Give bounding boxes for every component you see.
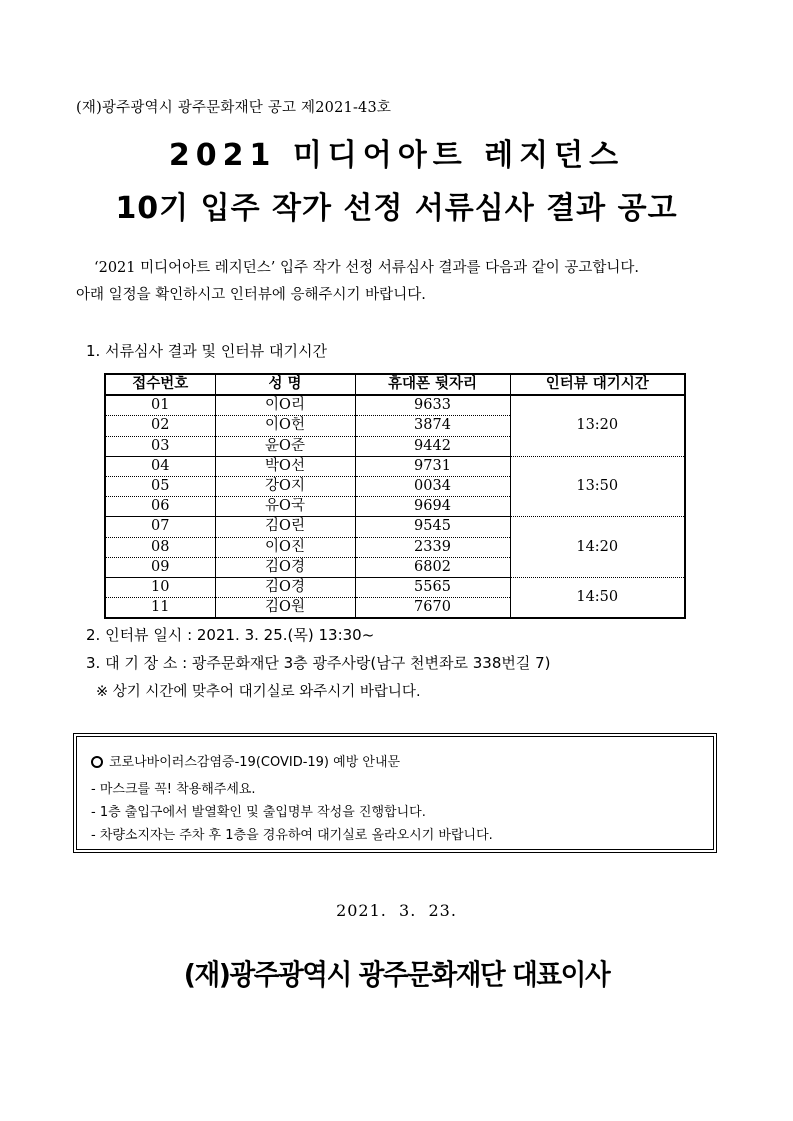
covid-notice-title-row <box>91 751 400 770</box>
header-name: 성 명 <box>215 374 355 395</box>
table-row <box>105 517 685 537</box>
cell-name: 유O국 <box>215 497 355 517</box>
cell-name: 박O선 <box>215 456 355 476</box>
cell-phone: 6802 <box>355 557 510 577</box>
cell-time: 14:20 <box>510 517 685 578</box>
cell-phone: 0034 <box>355 476 510 496</box>
cell-name: 김O원 <box>215 598 355 619</box>
cell-no: 02 <box>105 416 215 436</box>
table-row <box>105 456 685 476</box>
issuer-name: (재)광주광역시 광주문화재단 대표이사 <box>183 958 610 991</box>
header-interview-time: 인터뷰 대기시간 <box>510 374 685 395</box>
cell-phone: 7670 <box>355 598 510 619</box>
cell-no: 07 <box>105 517 215 537</box>
cell-phone: 5565 <box>355 577 510 597</box>
table-row <box>105 395 685 416</box>
cell-no: 06 <box>105 497 215 517</box>
cell-phone: 9545 <box>355 517 510 537</box>
cell-time: 14:50 <box>510 577 685 618</box>
section2-interview-date: 2. 인터뷰 일시 : 2021. 3. 25.(목) 13:30~ <box>86 626 375 644</box>
cell-name: 김O경 <box>215 557 355 577</box>
table-header-row <box>105 374 685 395</box>
section3-note: ※ 상기 시간에 맞추어 대기실로 와주시기 바랍니다. <box>96 684 421 700</box>
notice-number: (재)광주광역시 광주문화재단 공고 제2021-43호 <box>76 100 392 116</box>
cell-phone: 9633 <box>355 395 510 416</box>
result-table <box>104 373 686 619</box>
cell-name: 김O린 <box>215 517 355 537</box>
cell-time: 13:20 <box>510 395 685 456</box>
cell-name: 이O리 <box>215 395 355 416</box>
table-row <box>105 577 685 597</box>
cell-no: 10 <box>105 577 215 597</box>
header-receipt-no: 접수번호 <box>105 374 215 395</box>
cell-name: 김O경 <box>215 577 355 597</box>
cell-name: 강O지 <box>215 476 355 496</box>
cell-no: 05 <box>105 476 215 496</box>
covid-notice-title: 코로나바이러스감염증-19(COVID-19) 예방 안내문 <box>109 755 401 770</box>
section3-waiting-place: 3. 대 기 장 소 : 광주문화재단 3층 광주사랑(남구 천변좌로 338번길 7) <box>86 654 551 672</box>
cell-name: 이O헌 <box>215 416 355 436</box>
section1-title: 1. 서류심사 결과 및 인터뷰 대기시간 <box>86 342 328 360</box>
intro-line1: ‘2021 미디어아트 레지던스’ 입주 작가 선정 서류심사 결과를 다음과 같이 공고합니다. <box>94 260 640 276</box>
covid-notice-item: - 차량소지자는 주차 후 1층을 경유하여 대기실로 올라오시기 바랍니다. <box>91 828 493 843</box>
notice-date: 2021. 3. 23. <box>336 901 457 920</box>
intro-line2: 아래 일정을 확인하시고 인터뷰에 응해주시기 바랍니다. <box>76 287 426 303</box>
cell-no: 01 <box>105 395 215 416</box>
page-title-line1: 2021 미디어아트 레지던스 <box>168 138 625 173</box>
cell-time: 13:50 <box>510 456 685 517</box>
cell-name: 이O진 <box>215 537 355 557</box>
cell-phone: 2339 <box>355 537 510 557</box>
cell-phone: 3874 <box>355 416 510 436</box>
page-title-line2: 10기 입주 작가 선정 서류심사 결과 공고 <box>115 191 678 226</box>
header-phone: 휴대폰 뒷자리 <box>355 374 510 395</box>
cell-no: 08 <box>105 537 215 557</box>
cell-phone: 9442 <box>355 436 510 456</box>
cell-phone: 9731 <box>355 456 510 476</box>
covid-notice-item: - 마스크를 꼭! 착용해주세요. <box>91 782 256 797</box>
cell-no: 11 <box>151 599 170 616</box>
circle-bullet-icon <box>91 756 103 768</box>
cell-phone: 9694 <box>355 497 510 517</box>
cell-name: 윤O준 <box>215 436 355 456</box>
covid-notice-item: - 1층 출입구에서 발열확인 및 출입명부 작성을 진행합니다. <box>91 805 426 820</box>
covid-notice-box <box>76 736 714 850</box>
cell-no: 03 <box>105 436 215 456</box>
cell-no: 04 <box>105 456 215 476</box>
cell-no: 09 <box>105 557 215 577</box>
